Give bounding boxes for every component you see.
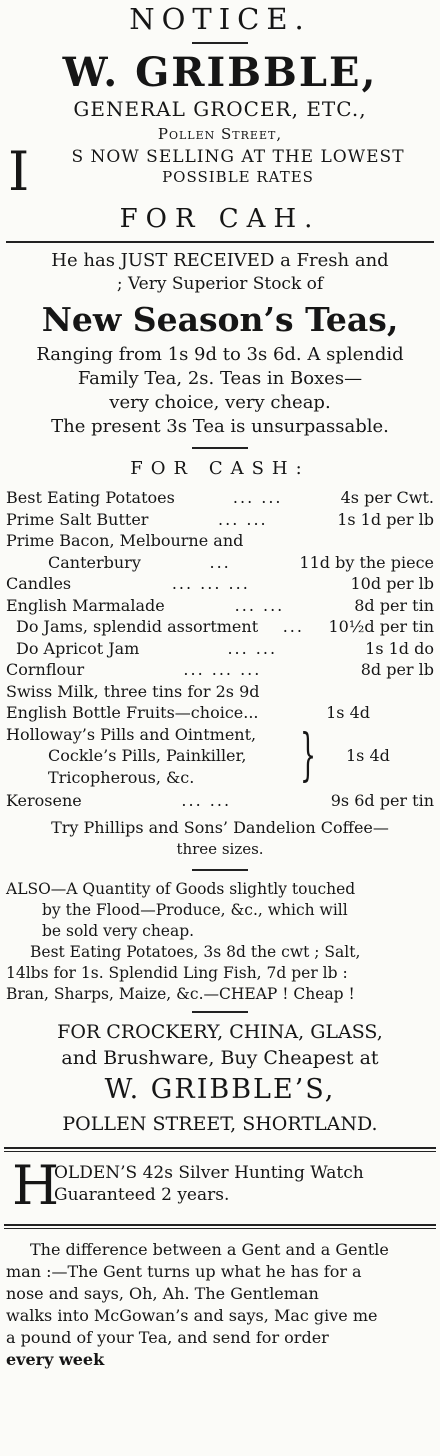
pills-line-2: Cockle’s Pills, Painkiller, [48, 745, 247, 765]
pills-block [0, 724, 440, 790]
received-line-2: ; Very Superior Stock of [116, 274, 324, 294]
brace-icon: } [300, 722, 317, 788]
received-line-1: He has JUST RECEIVED a Fresh and [51, 250, 389, 271]
divider [192, 42, 248, 44]
pills-price: 1s 4d [346, 745, 390, 765]
for-cash-heading: FOR CASH: [130, 458, 310, 479]
price-row: Do Apricot Jam ... ... 1s 1d do [16, 638, 434, 658]
teas-text-1: Ranging from 1s 9d to 3s 6d. A splendid [36, 344, 404, 365]
divider [192, 869, 248, 871]
price-row: Swiss Milk, three tins for 2s 9d [6, 681, 260, 701]
price-row: English Marmalade ... ... 8d per tin [6, 595, 434, 615]
price-row: Prime Bacon, Melbourne and [6, 531, 244, 550]
kerosene-row: Kerosene ... ... 9s 6d per tin [6, 790, 434, 810]
trade-line: GENERAL GROCER, ETC., [73, 97, 367, 121]
mcgowan-line-4: walks into McGowan’s and says, Mac give me [6, 1306, 378, 1325]
mcgowan-block [0, 1239, 440, 1371]
price-row: Prime Salt Butter ... ... 1s 1d per lb [6, 509, 434, 529]
for-cash-banner: FOR CAH. [119, 204, 321, 234]
price-row: Candles ... ... ... 10d per lb [6, 574, 434, 593]
teas-heading: New Season’s Teas, [41, 300, 399, 339]
mcgowan-line-1: The difference between a Gent and a Gentle [30, 1240, 389, 1259]
double-rule [4, 1224, 436, 1229]
also-block [0, 879, 440, 1005]
mcgowan-line-3: nose and says, Oh, Ah. The Gentleman [6, 1284, 319, 1303]
divider [192, 1011, 248, 1013]
teas-text-2: Family Tea, 2s. Teas in Boxes— [77, 368, 363, 389]
pills-line-1: Holloway’s Pills and Ointment, [6, 724, 257, 744]
mcgowan-line-5: a pound of your Tea, and send for order [6, 1328, 329, 1347]
also-line-3: be sold very cheap. [42, 922, 195, 940]
also-line-1: ALSO—A Quantity of Goods slightly touched [6, 880, 356, 898]
price-row: Do Jams, splendid assortment ... 10½d per tin [16, 617, 434, 636]
flood-line-3: Bran, Sharps, Maize, &c.—CHEAP ! Cheap ! [6, 985, 355, 1003]
coffee-line-1: Try Phillips and Sons’ Dandelion Coffee— [51, 818, 389, 837]
notice-heading: NOTICE. [129, 2, 311, 36]
drop-cap-i: I [8, 140, 30, 203]
pills-line-3: Tricopherous, &c. [48, 767, 195, 787]
mcgowan-line-2: man :—The Gent turns up what he has for a [6, 1262, 362, 1281]
crockery-line-2: and Brushware, Buy Cheapest at [61, 1047, 379, 1069]
newspaper-advertisement [0, 2, 440, 1456]
double-rule [4, 1147, 436, 1152]
street-line: Pollen Street, [157, 125, 283, 143]
teas-text-4: The present 3s Tea is unsurpassable. [51, 416, 389, 437]
selling-line-1: S NOW SELLING AT THE LOWEST [71, 147, 405, 167]
price-row: Best Eating Potatoes ... ... 4s per Cwt. [6, 488, 434, 507]
flood-line-2: 14lbs for 1s. Splendid Ling Fish, 7d per lb : [6, 964, 348, 982]
teas-text-3: very choice, very cheap. [109, 392, 331, 413]
holden-block [0, 1154, 440, 1218]
crockery-line-1: FOR CROCKERY, CHINA, GLASS, [57, 1021, 383, 1043]
merchant-possessive: W. GRIBBLE’S, [104, 1074, 336, 1105]
holden-line-1: OLDEN’S 42s Silver Hunting Watch [54, 1163, 364, 1183]
merchant-name: W. GRIBBLE, [62, 50, 378, 96]
also-line-2: by the Flood—Produce, &c., which will [42, 901, 348, 919]
coffee-line-2: three sizes. [176, 840, 264, 858]
price-list [0, 487, 440, 724]
selling-line-2: POSSIBLE RATES [162, 168, 314, 186]
price-row: Cornflour ... ... ... 8d per lb [6, 660, 434, 679]
mcgowan-line-6: every week [6, 1350, 105, 1369]
drop-cap-h: H [12, 1154, 60, 1217]
holden-line-2: Guaranteed 2 years. [54, 1185, 230, 1205]
divider [6, 241, 434, 243]
flood-line-1: Best Eating Potatoes, 3s 8d the cwt ; Salt, [30, 943, 361, 961]
divider [192, 447, 248, 449]
price-row: English Bottle Fruits—choice... 1s 4d [6, 703, 370, 722]
address-line: POLLEN STREET, SHORTLAND. [62, 1113, 378, 1135]
selling-block [0, 140, 440, 203]
price-row: Canterbury ... 11d by the piece [48, 552, 434, 572]
